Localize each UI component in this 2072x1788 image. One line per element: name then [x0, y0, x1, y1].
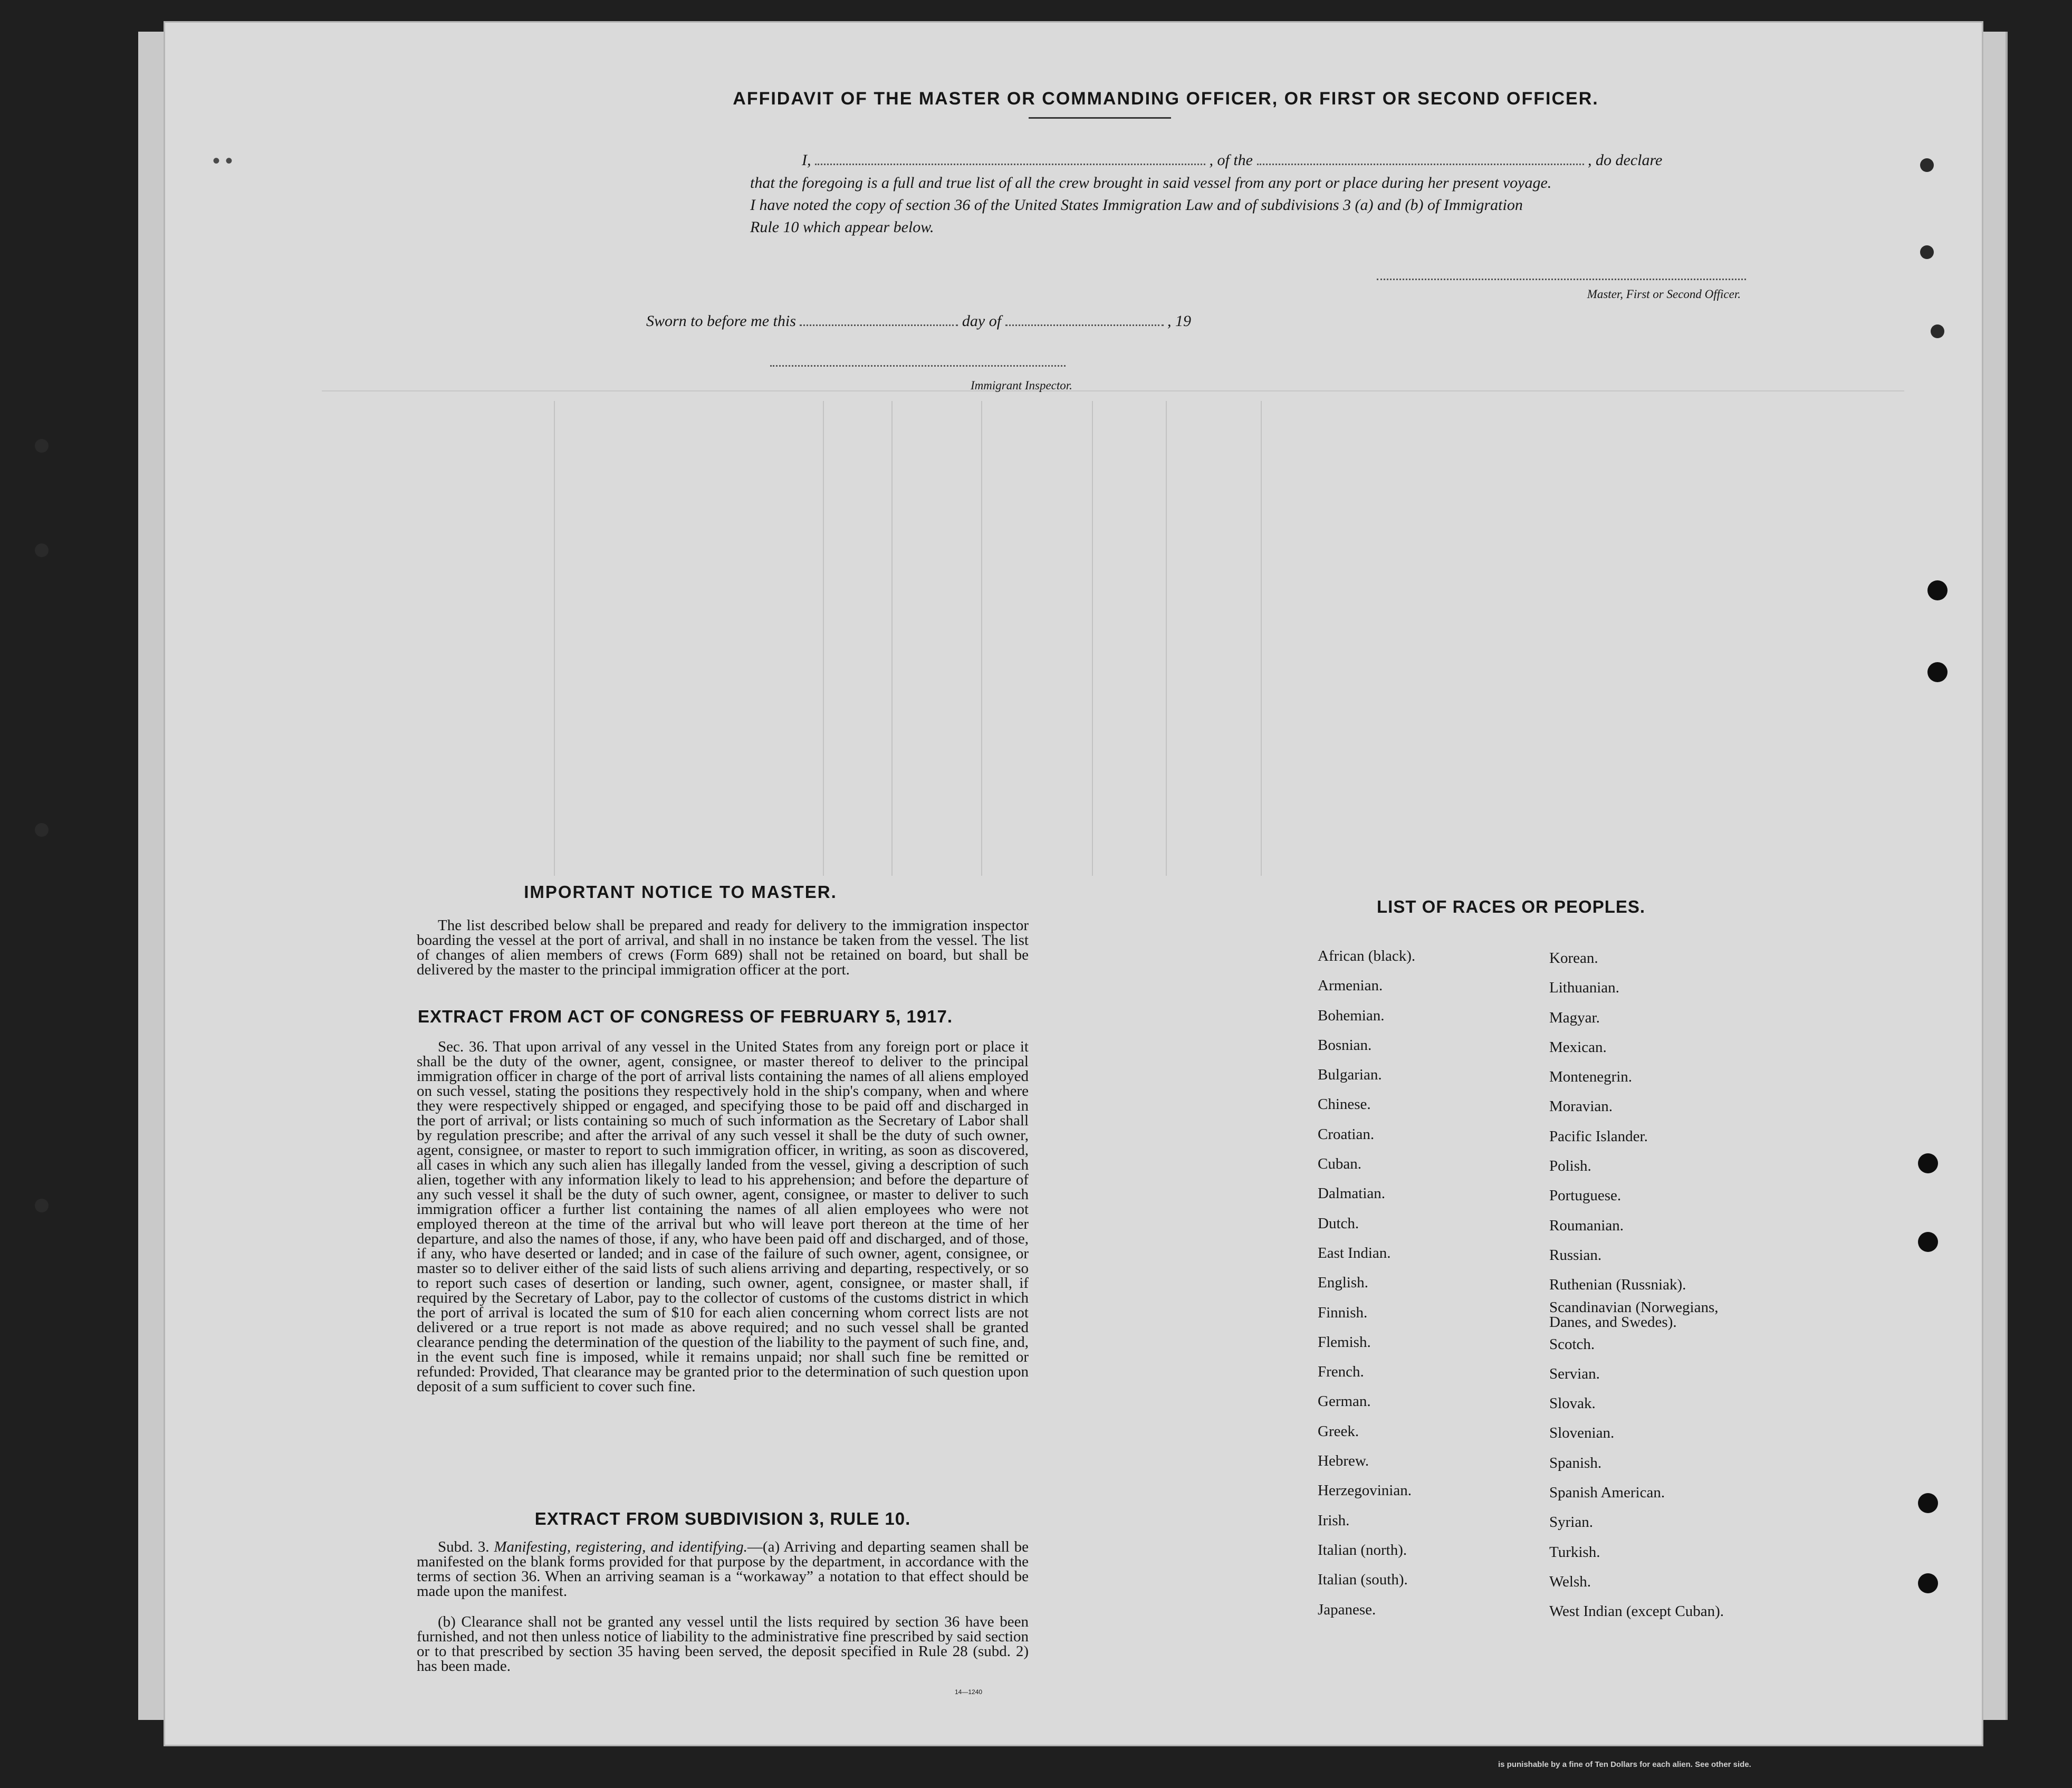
race-item: Croatian. — [1318, 1125, 1375, 1143]
affidavit-block — [802, 150, 1873, 171]
race-item: Irish. — [1318, 1512, 1350, 1529]
race-item: Turkish. — [1549, 1543, 1600, 1561]
punch-hole — [1927, 580, 1948, 600]
race-item: Italian (north). — [1318, 1541, 1407, 1558]
binding-hole — [35, 1199, 49, 1212]
act-title: EXTRACT FROM ACT OF CONGRESS OF FEBRUARY 5, 1917. — [418, 1007, 953, 1026]
sworn-year: , 19 — [1167, 312, 1192, 330]
race-item: Mexican. — [1549, 1038, 1607, 1056]
bleed-rule — [891, 401, 893, 876]
punch-hole — [1927, 662, 1948, 682]
race-item: German. — [1318, 1393, 1371, 1410]
footer-note: is punishable by a fine of Ten Dollars for each alien. See other side. — [1498, 1760, 1751, 1769]
rule-para-b: (b) Clearance shall not be granted any vessel until the lists required by section 36 have been furnished, and not then unless notice of liability to the administrative fine prescribed by said section or to that prescribed by section 35 having been served, the deposit specified in Rule 28 (subd. 2) has been made. — [417, 1613, 1029, 1675]
race-item: Hebrew. — [1318, 1452, 1369, 1470]
bleed-rule — [981, 401, 982, 876]
race-item: Lithuanian. — [1549, 979, 1619, 997]
bleed-rule — [1166, 401, 1167, 876]
bleed-rule — [322, 390, 1904, 391]
affidavit-of-the: , of the — [1209, 151, 1253, 169]
binding-hole — [35, 439, 49, 453]
subd-para-a-text: —(a) Arriving and departing seamen shall be manifested on the blank forms provided for that purpose by the department, in accordance with the terms of section 36. When an arriving seaman is a “workaway” a notation to that effect should be made upon the manifest. — [417, 1538, 1029, 1600]
document-page — [164, 21, 1983, 1746]
sworn-month-blank[interactable] — [1005, 324, 1164, 326]
bleed-rule — [1092, 401, 1093, 876]
race-item: Dutch. — [1318, 1215, 1359, 1232]
race-item: English. — [1318, 1274, 1368, 1292]
race-item: Spanish American. — [1549, 1484, 1665, 1502]
affidavit-i: I, — [802, 151, 811, 169]
act-body: Sec. 36. That upon arrival of any vessel in the United States from any foreign port or place it shall be the duty of the owner, agent, consignee, or master thereof to deliver to the principal immigration officer in charge of the port of arrival lists containing the names of all aliens employed on such vessel, stating the positions they respectively hold in the ship's company, when and where they were respectively shipped or engaged, and specifying those to be paid off and discharged in the port of arrival; or lists containing so much of such information as the Secretary of Labor shall by regulation prescribe; and after the arrival of any such vessel it shall be the duty of such owner, agent, consignee, or master to report to such immigration officer, in writing, as soon as discovered, all cases in which any such alien has illegally landed from the vessel, giving a description of such alien, together with any information likely to lead to his apprehension; and before the departure of any such vessel it shall be the duty of such owner, agent, consignee, or master to deliver to such immigration officer a further list containing the names of all alien employees who were not employed thereon at the time of the arrival but who will leave port thereon at the time of her departure, and also the names of those, if any, who have been paid off and discharged, and of those, if any, who have deserted or landed; and in case of the failure of such owner, agent, consignee, or master so to deliver either of the said lists of such aliens arriving and departing, respectively, or so to report such cases of desertion or landing, such owner, agent, consignee, or master shall, if required by the Secretary of Labor, pay to the collector of customs of the customs district in which the port of arrival is located the sum of $10 for each alien concerning whom correct lists are not delivered or a true report is not made as above required; and no such vessel shall be granted clearance pending the determination of the question of the liability to the payment of such fine, and, in the event such fine is imposed, while it remains unpaid; nor shall such fine be remitted or refunded: Provided, That clearance may be granted prior to the determination of such question upon deposit of a sum sufficient to cover such fine. — [417, 1038, 1029, 1395]
race-item: Greek. — [1318, 1422, 1359, 1440]
race-item: West Indian (except Cuban). — [1549, 1603, 1724, 1620]
race-item: Scotch. — [1549, 1335, 1595, 1353]
notice-body: The list described below shall be prepared and ready for delivery to the immigration inspector boarding the vessel at the port of arrival, and shall in no instance be taken from the vessel. The list of changes of alien members of crews (Form 689) shall not be retained on board, but shall be delivered by the master to the principal immigration officer at the port. — [417, 917, 1029, 978]
race-item: Bulgarian. — [1318, 1066, 1382, 1084]
bleed-rule — [823, 401, 824, 876]
subd-italic: Manifesting, registering, and identifying. — [494, 1538, 747, 1555]
race-item: Cuban. — [1318, 1155, 1361, 1173]
signature-line[interactable] — [1377, 279, 1746, 280]
race-item: Slovak. — [1549, 1395, 1596, 1412]
bleed-rule — [554, 401, 555, 876]
races-left-column — [1318, 941, 1539, 1624]
race-item: African (black). — [1318, 948, 1416, 964]
races-title: LIST OF RACES OR PEOPLES. — [1377, 897, 1646, 916]
affidavit-line2: that the foregoing is a full and true list of all the crew brought in said vessel from any port or place during her present voyage. — [750, 174, 1552, 192]
sworn-day-blank[interactable] — [800, 324, 958, 326]
race-item: Servian. — [1549, 1365, 1600, 1382]
title-rule — [1029, 117, 1171, 119]
races-right-column — [1549, 943, 1797, 1627]
race-item: Roumanian. — [1549, 1217, 1624, 1234]
binding-hole — [35, 823, 49, 837]
punch-hole — [1918, 1573, 1938, 1593]
race-item: Armenian. — [1318, 977, 1383, 995]
race-item: Pacific Islander. — [1549, 1127, 1648, 1145]
punch-hole — [1920, 245, 1934, 259]
race-item: French. — [1318, 1363, 1364, 1381]
affidavit-text — [750, 172, 1879, 238]
affidavit-title: AFFIDAVIT OF THE MASTER OR COMMANDING OFFICER, OR FIRST OR SECOND OFFICER. — [733, 89, 1599, 109]
sworn-day: day of — [962, 312, 1002, 330]
inspector-label: Immigrant Inspector. — [971, 379, 1072, 392]
bleed-rule — [1261, 401, 1262, 876]
race-item: Moravian. — [1549, 1098, 1613, 1115]
race-item: Dalmatian. — [1318, 1185, 1386, 1202]
race-item: Montenegrin. — [1549, 1068, 1633, 1086]
sworn-line — [646, 312, 1191, 330]
race-item: Finnish. — [1318, 1304, 1368, 1321]
punch-hole — [1931, 324, 1944, 338]
race-item: Scandinavian (Norwegians, Danes, and Swedes). — [1549, 1298, 1719, 1331]
race-item: Herzegovinian. — [1318, 1482, 1412, 1499]
punch-hole — [1918, 1493, 1938, 1513]
race-item: Korean. — [1549, 950, 1598, 967]
race-item: Bosnian. — [1318, 1036, 1372, 1054]
sworn-prefix: Sworn to before me this — [646, 312, 796, 330]
punch-hole — [1920, 158, 1934, 172]
race-item: Welsh. — [1549, 1573, 1591, 1590]
signature-label: Master, First or Second Officer. — [1587, 288, 1741, 301]
vessel-blank[interactable] — [1257, 164, 1584, 165]
binding-hole — [35, 543, 49, 557]
subd-label: Subd. 3. — [438, 1538, 490, 1555]
name-blank[interactable] — [815, 164, 1205, 165]
race-item: Japanese. — [1318, 1601, 1376, 1618]
affidavit-line4: Rule 10 which appear below. — [750, 218, 934, 236]
race-item: Slovenian. — [1549, 1424, 1615, 1442]
stamp-mark: •• — [210, 151, 236, 175]
race-item: Portuguese. — [1549, 1187, 1622, 1204]
rule-para-a — [417, 1540, 1029, 1599]
race-item: Polish. — [1549, 1158, 1591, 1175]
race-item: Russian. — [1549, 1246, 1602, 1264]
race-item: Syrian. — [1549, 1514, 1593, 1531]
inspector-line[interactable] — [770, 365, 1066, 367]
affidavit-line3: I have noted the copy of section 36 of the United States Immigration Law and of subdivisions 3 (a) and (b) of Immigration — [750, 196, 1523, 214]
race-item: Italian (south). — [1318, 1571, 1408, 1589]
race-item: Bohemian. — [1318, 1007, 1385, 1024]
race-item: East Indian. — [1318, 1244, 1391, 1261]
race-item: Spanish. — [1549, 1454, 1602, 1471]
notice-title: IMPORTANT NOTICE TO MASTER. — [524, 882, 837, 902]
race-item: Magyar. — [1549, 1009, 1600, 1026]
race-item: Chinese. — [1318, 1096, 1371, 1113]
race-item: Ruthenian (Russniak). — [1549, 1276, 1686, 1294]
affidavit-declare: , do declare — [1588, 151, 1663, 169]
race-item: Flemish. — [1318, 1333, 1371, 1351]
rule-title: EXTRACT FROM SUBDIVISION 3, RULE 10. — [534, 1509, 911, 1528]
form-number: 14—1240 — [955, 1688, 983, 1696]
punch-hole — [1918, 1232, 1938, 1252]
punch-hole — [1918, 1153, 1938, 1173]
